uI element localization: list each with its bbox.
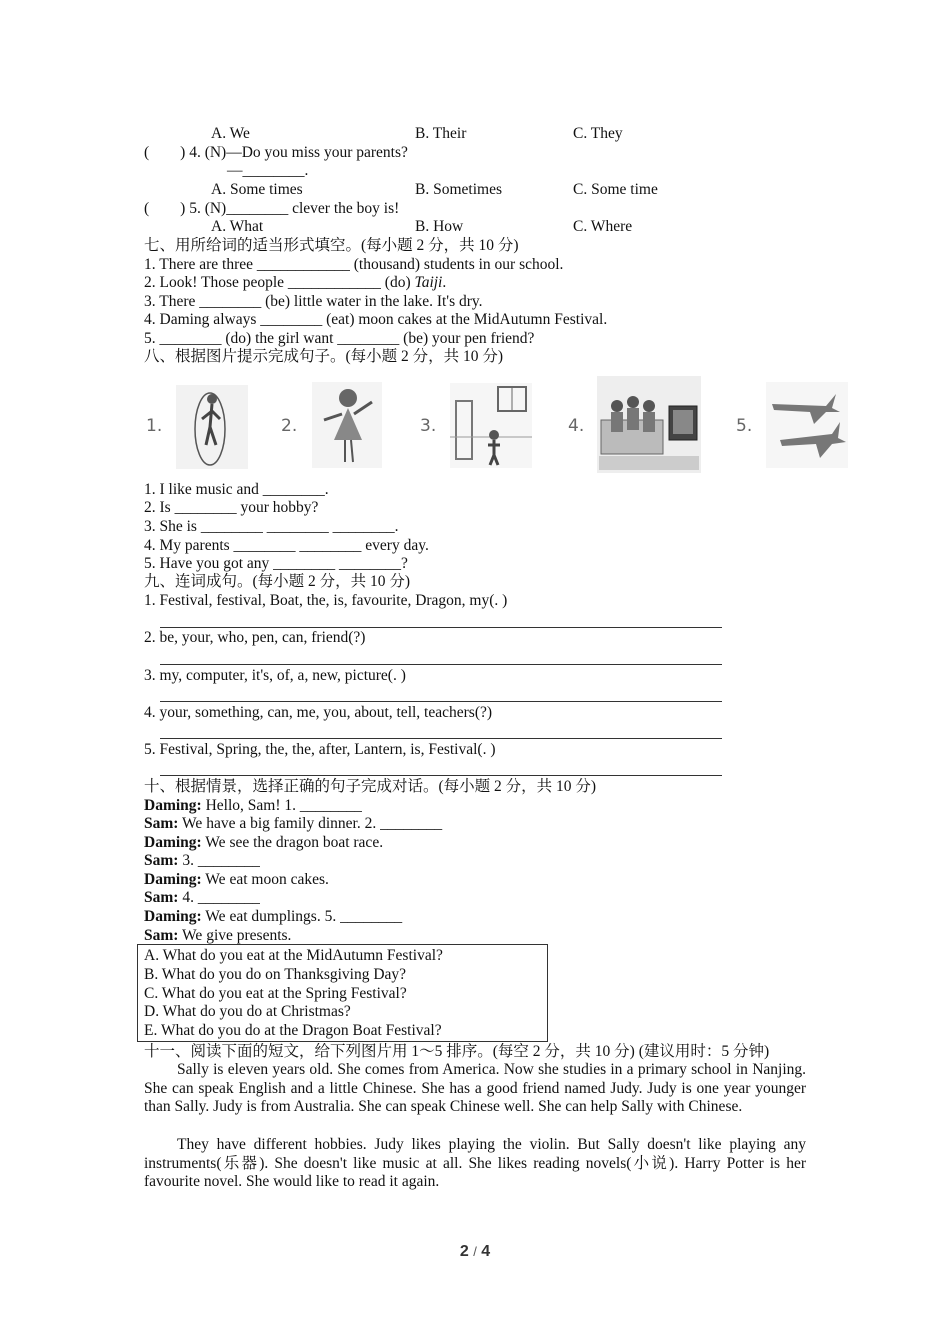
pic-number-4: 4. bbox=[568, 416, 585, 436]
family-watching-tv-picture bbox=[597, 376, 701, 473]
q4-option-b: B. Sometimes bbox=[415, 181, 502, 198]
girl-at-home-picture bbox=[450, 383, 532, 468]
q4-option-a: A. Some times bbox=[211, 181, 303, 198]
pic-number-1: 1. bbox=[146, 416, 163, 436]
speaker: Sam: bbox=[144, 927, 179, 944]
sec10-option-a: A. What do you eat at the MidAutumn Festival? bbox=[144, 947, 443, 964]
q5-option-c: C. Where bbox=[573, 218, 633, 235]
speech: We eat dumplings. 5. ________ bbox=[201, 908, 403, 925]
speaker: Daming: bbox=[144, 797, 202, 814]
speaker: Sam: bbox=[144, 852, 179, 869]
sec8-item-2: 2. Is ________ your hobby? bbox=[144, 499, 319, 516]
q4-answer-line: —________. bbox=[227, 162, 309, 179]
sec7-item-1: 1. There are three ____________ (thousand) students in our school. bbox=[144, 256, 564, 273]
sec8-item-4: 4. My parents ________ ________ every day. bbox=[144, 537, 429, 554]
dialogue-line bbox=[144, 889, 260, 907]
dialogue-line bbox=[144, 815, 442, 833]
sec7-item-5: 5. ________ (do) the girl want ________ (be) your pen friend? bbox=[144, 330, 535, 347]
section-10-heading: 十、根据情景，选择正确的句子完成对话。(每小题 2 分，共 10 分) bbox=[144, 778, 597, 795]
page-current: 2 bbox=[459, 1243, 469, 1260]
reading-paragraph-1: Sally is eleven years old. She comes from America. Now she studies in a primary school in Nanjing. She can speak English and a little Chinese. She has a good friend named Judy. Judy is one year younger than Sally. Judy is from Australia. She can speak Chinese well. She can help Sally with Chinese. bbox=[144, 1061, 806, 1116]
dialogue-line bbox=[144, 852, 260, 870]
q4-stem: ( ) 4. (N)—Do you miss your parents? bbox=[144, 144, 408, 161]
speech: We have a big family dinner. 2. ________ bbox=[178, 815, 443, 832]
speech: 4. ________ bbox=[178, 889, 260, 906]
sec9-item-1: 1. Festival, festival, Boat, the, is, favourite, Dragon, my(. ) bbox=[144, 592, 508, 609]
page-number bbox=[0, 1243, 950, 1261]
speaker: Sam: bbox=[144, 889, 179, 906]
pic-number-5: 5. bbox=[736, 416, 753, 436]
dancing-girl-picture bbox=[312, 382, 382, 468]
section-11-heading: 十一、阅读下面的短文，给下列图片用 1～5 排序。(每空 2 分，共 10 分) (建议用时：5 分钟) bbox=[144, 1043, 770, 1060]
pic-number-3: 3. bbox=[420, 416, 437, 436]
speech: We eat moon cakes. bbox=[201, 871, 329, 888]
toy-planes-picture bbox=[766, 382, 848, 468]
sec7-item-2-text: 2. Look! Those people ____________ (do) bbox=[144, 274, 415, 291]
sec7-item-3: 3. There ________ (be) little water in the lake. It's dry. bbox=[144, 293, 483, 310]
sec10-option-d: D. What do you do at Christmas? bbox=[144, 1003, 351, 1020]
page-total: 4 bbox=[481, 1243, 491, 1260]
speech: We give presents. bbox=[178, 927, 292, 944]
sec7-item-2-italic: Taiji bbox=[414, 274, 443, 291]
sec7-item-2 bbox=[144, 274, 446, 292]
dialogue-line bbox=[144, 908, 402, 926]
q3-option-c: C. They bbox=[573, 125, 623, 142]
page-separator: / bbox=[473, 1244, 477, 1259]
reading-paragraph-2: They have different hobbies. Judy likes playing the violin. But Sally doesn't like playing any instruments(乐器). She doesn't like music at all. She likes reading novels(小说). Harry Potter is her favourite novel. She would like to read it again. bbox=[144, 1136, 806, 1191]
speaker: Sam: bbox=[144, 815, 179, 832]
q5-stem: ( ) 5. (N)________ clever the boy is! bbox=[144, 200, 400, 217]
q5-option-b: B. How bbox=[415, 218, 464, 235]
sec7-item-4: 4. Daming always ________ (eat) moon cakes at the MidAutumn Festival. bbox=[144, 311, 608, 328]
speech: 3. ________ bbox=[178, 852, 260, 869]
sec8-item-3: 3. She is ________ ________ ________. bbox=[144, 518, 399, 535]
speaker: Daming: bbox=[144, 908, 202, 925]
answer-line bbox=[160, 738, 722, 739]
section-8-heading: 八、根据图片提示完成句子。(每小题 2 分，共 10 分) bbox=[144, 348, 504, 365]
sec10-option-c: C. What do you eat at the Spring Festival? bbox=[144, 985, 407, 1002]
q3-option-b: B. Their bbox=[415, 125, 467, 142]
answer-line bbox=[160, 627, 722, 628]
sec10-option-b: B. What do you do on Thanksgiving Day? bbox=[144, 966, 407, 983]
sec9-item-5: 5. Festival, Spring, the, the, after, Lantern, is, Festival(. ) bbox=[144, 741, 496, 758]
q5-option-a: A. What bbox=[211, 218, 264, 235]
rope-skipping-picture bbox=[176, 385, 248, 469]
dialogue-line bbox=[144, 927, 291, 945]
sec9-item-2: 2. be, your, who, pen, can, friend(?) bbox=[144, 629, 366, 646]
sec7-item-2-end: . bbox=[442, 274, 447, 291]
q4-option-c: C. Some time bbox=[573, 181, 658, 198]
speaker: Daming: bbox=[144, 871, 202, 888]
sec9-item-4: 4. your, something, can, me, you, about, tell, teachers(?) bbox=[144, 704, 493, 721]
answer-line bbox=[160, 701, 722, 702]
dialogue-line bbox=[144, 834, 383, 852]
sec8-item-1: 1. I like music and ________. bbox=[144, 481, 329, 498]
sec8-item-5: 5. Have you got any ________ ________? bbox=[144, 555, 408, 572]
speech: We see the dragon boat race. bbox=[201, 834, 384, 851]
speech: Hello, Sam! 1. ________ bbox=[201, 797, 362, 814]
answer-line bbox=[160, 775, 722, 776]
q3-option-a: A. We bbox=[211, 125, 250, 142]
dialogue-line bbox=[144, 797, 362, 815]
section-7-heading: 七、用所给词的适当形式填空。(每小题 2 分，共 10 分) bbox=[144, 237, 519, 254]
pic-number-2: 2. bbox=[281, 416, 298, 436]
answer-line bbox=[160, 664, 722, 665]
section-9-heading: 九、连词成句。(每小题 2 分，共 10 分) bbox=[144, 573, 411, 590]
speaker: Daming: bbox=[144, 834, 202, 851]
sec10-option-e: E. What do you do at the Dragon Boat Festival? bbox=[144, 1022, 442, 1039]
sec9-item-3: 3. my, computer, it's, of, a, new, picture(. ) bbox=[144, 667, 406, 684]
dialogue-line bbox=[144, 871, 329, 889]
